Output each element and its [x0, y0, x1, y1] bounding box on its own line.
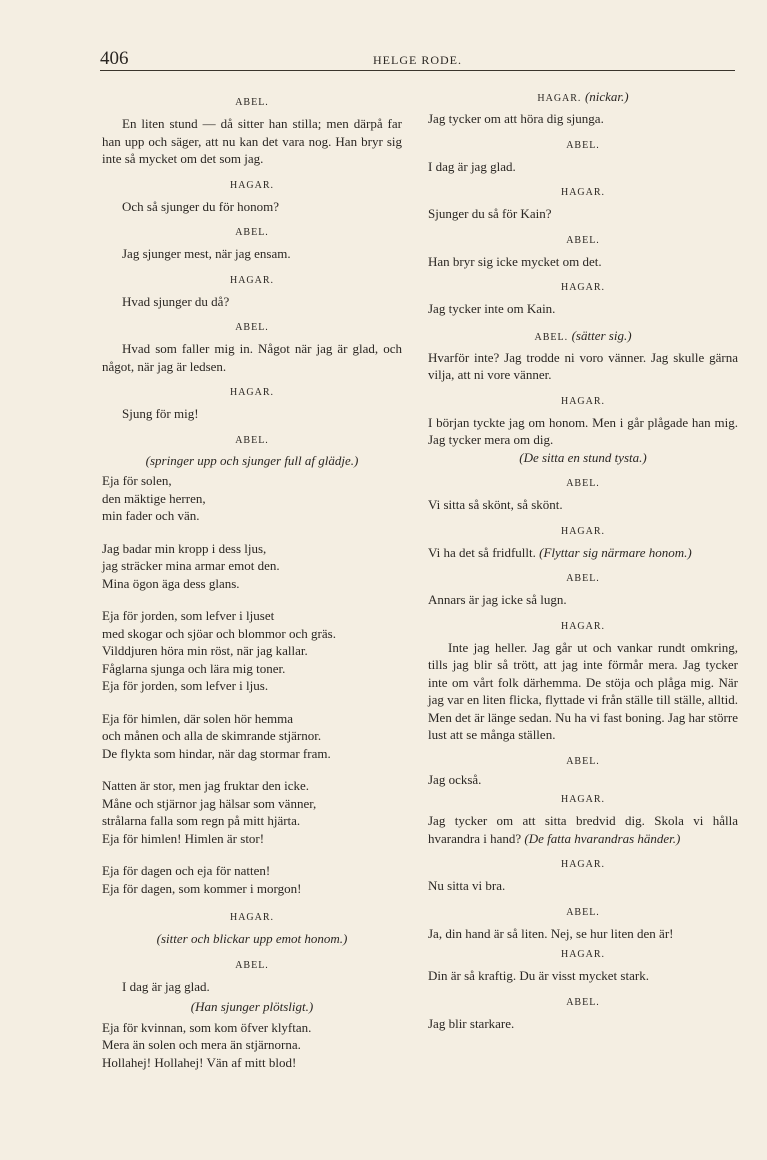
speaker-label: ABEL.	[566, 755, 600, 767]
dialogue-line: Hvarför inte? Jag trodde ni voro vänner. Jag skulle gärna vilja, att ni vore vänner.	[428, 349, 738, 382]
verse-line: den mäktige herren,	[102, 490, 206, 506]
speaker-name: ABEL.	[534, 331, 569, 343]
speaker-label: ABEL.	[566, 573, 600, 584]
running-title: HELGE RODE.	[373, 53, 462, 67]
verse-stanza	[102, 607, 402, 695]
speaker-label: ABEL.	[566, 139, 600, 151]
verse-stanza	[102, 710, 402, 763]
verse-line: min fader och vän.	[102, 508, 200, 523]
speaker-label	[428, 329, 738, 345]
dialogue-line	[428, 544, 738, 562]
stage-direction: (sitter och blickar upp emot honom.)	[156, 931, 348, 946]
dialogue-line: I dag är jag glad.	[428, 158, 516, 174]
dialogue-line: Ja, din hand är så liten. Nej, se hur liten den är!	[428, 925, 674, 941]
stage-direction: (sätter sig.)	[571, 327, 632, 343]
speaker-label: ABEL.	[566, 996, 600, 1008]
dialogue-line: I dag är jag glad.	[122, 978, 210, 994]
verse-line: Eja för himlen! Himlen är stor!	[102, 830, 265, 846]
speaker-label: HAGAR.	[560, 395, 606, 407]
speaker-label	[428, 90, 738, 106]
dialogue-line: Hvad sjunger du då?	[122, 293, 230, 309]
speaker-label: ABEL.	[566, 478, 600, 489]
speaker-label: HAGAR.	[229, 274, 275, 286]
header-rule	[100, 70, 735, 71]
stage-direction: (Flyttar sig närmare honom.)	[539, 544, 692, 560]
dialogue-line: Han bryr sig icke mycket om det.	[428, 253, 602, 269]
dialogue-line: Jag tycker om att höra dig sjunga.	[428, 111, 604, 126]
verse-line: Hollahej! Hollahej! Vän af mitt blod!	[102, 1054, 297, 1070]
speaker-name: HAGAR.	[537, 93, 582, 104]
speaker-label: ABEL.	[566, 906, 600, 918]
speaker-label: HAGAR.	[560, 794, 606, 805]
speaker-label: ABEL.	[235, 322, 269, 333]
page-number: 406	[100, 48, 129, 69]
dialogue-line: Sjung för mig!	[122, 406, 199, 421]
speaker-label: ABEL.	[566, 234, 600, 246]
dialogue-line: I början tyckte jag om honom. Men i går plågade han mig. Jag tycker mera om dig.	[428, 414, 738, 447]
dialogue-line: Jag också.	[428, 771, 482, 787]
stage-direction: (De fatta hvarandras händer.)	[524, 830, 681, 846]
left-column	[102, 88, 402, 1071]
verse-stanza	[102, 472, 402, 525]
verse-line: Eja för kvinnan, som kom öfver klyftan.	[102, 1019, 312, 1035]
verse-line: med skogar och sjöar och blommor och gräs.	[102, 625, 336, 641]
speaker-label: ABEL.	[235, 227, 269, 238]
speaker-label: HAGAR.	[560, 187, 606, 198]
page-header	[100, 48, 735, 72]
speaker-label: ABEL.	[235, 97, 269, 108]
dialogue-text: Vi ha det så fridfullt.	[428, 544, 536, 560]
dialogue-line: Jag tycker inte om Kain.	[428, 301, 556, 316]
dialogue-line: Jag blir starkare.	[428, 1015, 515, 1031]
speaker-label: HAGAR.	[229, 179, 275, 191]
dialogue-line: En liten stund — då sitter han stilla; men därpå far han upp och säger, att nu kan det vara nog. Han bryr sig inte så mycket om det som jag.	[102, 116, 402, 166]
speaker-label: HAGAR.	[229, 387, 275, 398]
speaker-label: ABEL.	[235, 434, 269, 446]
verse-stanza	[102, 777, 402, 847]
stage-direction: (De sitta en stund tysta.)	[519, 449, 647, 465]
stage-direction: (Han sjunger plötsligt.)	[190, 999, 314, 1014]
verse-line: strålarna falla som regn på mitt hjärta.	[102, 813, 301, 828]
verse-line: Eja för himlen, där solen hör hemma	[102, 710, 293, 726]
verse-line: Jag badar min kropp i dess ljus,	[102, 540, 267, 556]
verse-line: Eja för dagen och eja för natten!	[102, 863, 271, 878]
verse-line: De flykta som hindar, när dag stormar fram.	[102, 745, 331, 761]
dialogue-line: Sjunger du så för Kain?	[428, 206, 552, 221]
speaker-label: HAGAR.	[560, 859, 606, 870]
stage-direction: (springer upp och sjunger full af glädje.)	[145, 452, 359, 468]
verse-line: Eja för solen,	[102, 473, 172, 488]
speaker-label: HAGAR.	[229, 912, 275, 923]
verse-line: Mina ögon äga dess glans.	[102, 575, 240, 591]
speaker-label: HAGAR.	[560, 282, 606, 293]
dialogue-line: Inte jag heller. Jag går ut och vankar rundt omkring, tills jag blir så trött, att jag inte förmår mera. Jag tycker inte om vårt folk därhemma. De stöja och plåga mig. När jag var en liten flicka, flyttade vi från ställe till ställe, alltid. Men det är länge sedan. Nu ha vi fast boning. Jag har större lust att se många ställen.	[428, 639, 738, 742]
verse-line: Fåglarna sjunga och lära mig toner.	[102, 660, 286, 676]
stage-direction: (nickar.)	[584, 89, 629, 104]
speaker-label: HAGAR.	[560, 525, 606, 537]
verse-line: Natten är stor, men jag fruktar den icke.	[102, 778, 310, 793]
verse-line: Måne och stjärnor jag hälsar som vänner,	[102, 795, 317, 811]
dialogue-line: Vi sitta så skönt, så skönt.	[428, 497, 563, 512]
dialogue-line: Och så sjunger du för honom?	[122, 198, 280, 214]
verse-line: Vilddjuren höra min röst, när jag kallar.	[102, 643, 308, 658]
verse-stanza	[102, 862, 402, 897]
dialogue-line: Din är så kraftig. Du är visst mycket stark.	[428, 968, 649, 983]
speaker-label: HAGAR.	[560, 949, 606, 960]
verse-line: Eja för jorden, som lefver i ljuset	[102, 608, 275, 623]
speaker-label: ABEL.	[235, 959, 269, 971]
dialogue-text: Jag tycker om att sitta bredvid dig. Skola vi hålla hvarandra i hand?	[428, 813, 738, 846]
verse-stanza	[102, 540, 402, 593]
dialogue-line: Hvad som faller mig in. Något när jag är glad, och något, när jag är ledsen.	[102, 341, 402, 374]
dialogue-line: Nu sitta vi bra.	[428, 878, 506, 893]
verse-line: och månen och alla de skimrande stjärnor.	[102, 728, 322, 743]
verse-stanza	[102, 1019, 402, 1072]
verse-line: Mera än solen och mera än stjärnorna.	[102, 1037, 301, 1052]
verse-line: Eja för dagen, som kommer i morgon!	[102, 880, 302, 896]
dialogue-line: Jag sjunger mest, när jag ensam.	[122, 246, 291, 261]
dialogue-line	[428, 812, 738, 847]
right-column	[428, 88, 738, 1032]
verse-line: Eja för jorden, som lefver i ljus.	[102, 678, 269, 693]
speaker-label: HAGAR.	[560, 620, 606, 632]
dialogue-line: Annars är jag icke så lugn.	[428, 592, 567, 607]
verse-line: jag sträcker mina armar emot den.	[102, 558, 280, 573]
